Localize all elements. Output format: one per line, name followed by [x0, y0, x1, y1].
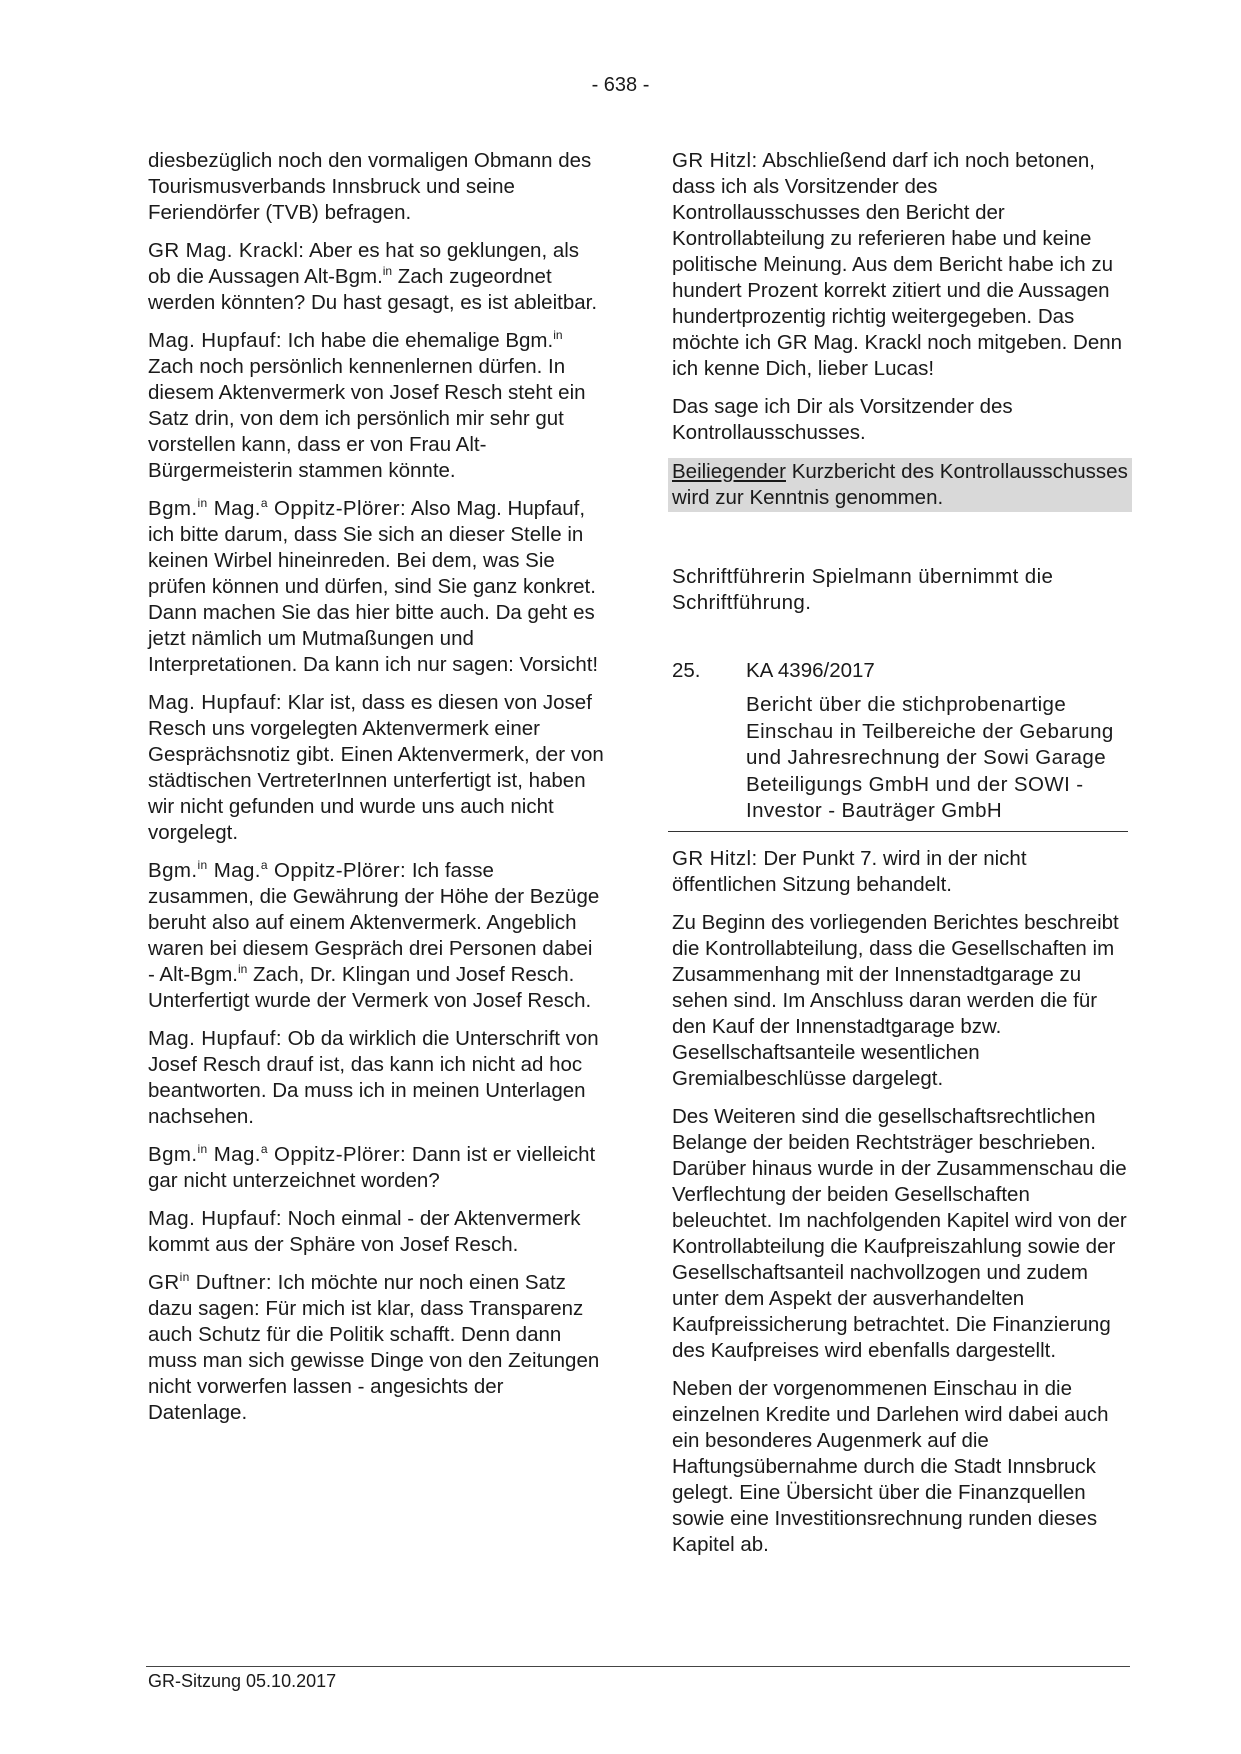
paragraph: $GR^{in}$ Duftner: Ich möchte nur noch einen Satz dazu sagen: Für mich ist klar, dass Transparenz auch Schutz für die Politik schafft. Denn dann muss man sich gewisse Dinge von den Zeitungen nicht vorwerfen lassen - angesichts der Datenlage. — [148, 1270, 600, 1424]
paragraph: Bgm.$^{in}$ Mag.$^a$ Oppitz-Plörer: Dann ist er vielleicht gar nicht unterzeichnet worden? — [148, 1142, 596, 1192]
paragraph: Zu Beginn des vorliegenden Berichtes beschreibt die Kontrollabteilung, dass die Gesellschaften im Zusammenhang mit der Innenstadtgarage zu sehen sind. Im Anschluss daran werden die für den Kauf der Innenstadtgarage bzw. Gesellschaftsanteile wesentlichen Gremialbeschlüsse dargelegt. — [672, 910, 1119, 1090]
divider — [668, 831, 1128, 832]
speaker-name: Mag. Hupfauf: — [148, 1027, 282, 1050]
footer: GR-Sitzung 05.10.2017 — [148, 1671, 337, 1691]
paragraph: GR Mag. Krackl: Aber es hat so geklungen, als ob die Aussagen Alt-Bgm.$^{in}$ Zach zugeordnet werden könnten? Du hast gesagt, es ist ableitbar. — [148, 239, 598, 314]
footer-divider — [146, 1666, 1130, 1667]
note: Schriftführerin Spielmann übernimmt die Schriftführung. — [672, 565, 1054, 614]
speaker-name: Mag. Hupfauf: — [148, 1207, 282, 1230]
speaker-name: GR Mag. Krackl: — [148, 239, 305, 262]
agenda-item-header — [672, 658, 1128, 684]
paragraph: GR Hitzl: Der Punkt 7. wird in der nicht öffentlichen Sitzung behandelt. — [672, 846, 1027, 896]
speaker-name: Bgm.$^{in}$ Mag.$^a$ Oppitz-Plörer: — [148, 496, 407, 520]
agenda-item-title: Bericht über die stichprobenartige Einschau in Teilbereiche der Gebarung und Jahresrechnung der Sowi Garage Beteiligungs GmbH und der SOWI - Investor - Bauträger GmbH — [746, 693, 1114, 822]
paragraph: GR Hitzl: Abschließend darf ich noch betonen, dass ich als Vorsitzender des Kontrollausschusses den Bericht der Kontrollabteilung zu referieren habe und keine politische Meinung. Aus dem Bericht habe ich zu hundert Prozent korrekt zitiert und die Aussagen hundertprozentig richtig weitergegeben. Das möchte ich GR Mag. Krackl noch mitgeben. Denn ich kenne Dich, lieber Lucas! — [672, 149, 1123, 380]
speaker-name: $GR^{in}$ Duftner: — [148, 1270, 272, 1294]
paragraph: Mag. Hupfauf: Klar ist, dass es diesen von Josef Resch uns vorgelegten Aktenvermerk einer Gesprächsnotiz gibt. Einen Aktenvermerk, der von städtischen VertreterInnen unterfertigt ist, haben wir nicht gefunden und wurde uns auch nicht vorgelegt. — [148, 691, 604, 844]
paragraph: Bgm.$^{in}$ Mag.$^a$ Oppitz-Plörer: Also Mag. Hupfauf, ich bitte darum, dass Sie sich an dieser Stelle in keinen Wirbel hineinreden. Bei dem, was Sie prüfen können und dürfen, sind Sie ganz konkret. Dann machen Sie das hier bitte auch. Da geht es jetzt nämlich um Mutmaßungen und Interpretationen. Da kann ich nur sagen: Vorsicht! — [148, 496, 599, 676]
right-column — [672, 148, 1128, 1570]
paragraph: Neben der vorgenommenen Einschau in die einzelnen Kredite und Darlehen wird dabei auch ein besonderes Augenmerk auf die Haftungsübernahme durch die Stadt Innsbruck gelegt. Eine Übersicht über die Finanzquellen sowie eine Investitionsrechnung runden dieses Kapitel ab. — [672, 1376, 1109, 1556]
speaker-name: Bgm.$^{in}$ Mag.$^a$ Oppitz-Plörer: — [148, 1142, 407, 1166]
speaker-name: Mag. Hupfauf: — [148, 691, 282, 714]
speaker-name: Bgm.$^{in}$ Mag.$^a$ Oppitz-Plörer: — [148, 858, 407, 882]
paragraph: diesbezüglich noch den vormaligen Obmann des Tourismusverbands Innsbruck und seine Feriendörfer (TVB) befragen. — [148, 149, 592, 224]
agenda-item-ref: KA 4396/2017 — [746, 659, 875, 682]
paragraph: Des Weiteren sind die gesellschaftsrechtlichen Belange der beiden Rechtsträger beschrieben. Darüber hinaus wurde in der Zusammenschau die Verflechtung der beiden Gesellschaften beleuchtet. Im nachfolgenden Kapitel wird von der Kontrollabteilung die Kaufpreiszahlung sowie der Gesellschaftsanteil nachvollzogen und zudem unter dem Aspekt der ausverhandelten Kaufpreissicherung betrachtet. Die Finanzierung des Kaufpreises wird ebenfalls dargestellt. — [672, 1104, 1127, 1362]
paragraph: Das sage ich Dir als Vorsitzender des Kontrollausschusses. — [672, 395, 1013, 444]
page-number: - 638 - — [591, 74, 650, 96]
paragraph: Mag. Hupfauf: Ob da wirklich die Unterschrift von Josef Resch drauf ist, das kann ich nicht ad hoc beantworten. Da muss ich in meinen Unterlagen nachsehen. — [148, 1027, 599, 1128]
speaker-name: GR Hitzl: — [672, 846, 758, 870]
agenda-item-number: 25. — [672, 659, 701, 682]
decision-note: Beiliegender Kurzbericht des Kontrollausschusses wird zur Kenntnis genommen. — [668, 458, 1132, 512]
speaker-name: Mag. Hupfauf: — [148, 329, 282, 352]
speaker-name: GR Hitzl: — [672, 149, 758, 172]
left-column — [148, 148, 604, 1438]
paragraph: Mag. Hupfauf: Noch einmal - der Aktenvermerk kommt aus der Sphäre von Josef Resch. — [148, 1207, 581, 1256]
decision-link[interactable]: Beiliegender — [672, 460, 786, 483]
paragraph: Mag. Hupfauf: Ich habe die ehemalige Bgm.$^{in}$ Zach noch persönlich kennenlernen dürfen. In diesem Aktenvermerk von Josef Resch steht ein Satz drin, von dem ich persönlich mir sehr gut vorstellen kann, dass er von Frau Alt-Bürgermeisterin stammen könnte. — [148, 328, 586, 482]
paragraph: Bgm.$^{in}$ Mag.$^a$ Oppitz-Plörer: Ich fasse zusammen, die Gewährung der Höhe der Bezüge beruht also auf einem Aktenvermerk. Angeblich waren bei diesem Gespräch drei Personen dabei - Alt-Bgm.$^{in}$ Zach, Dr. Klingan und Josef Resch. Unterfertigt wurde der Vermerk von Josef Resch. — [148, 858, 600, 1012]
